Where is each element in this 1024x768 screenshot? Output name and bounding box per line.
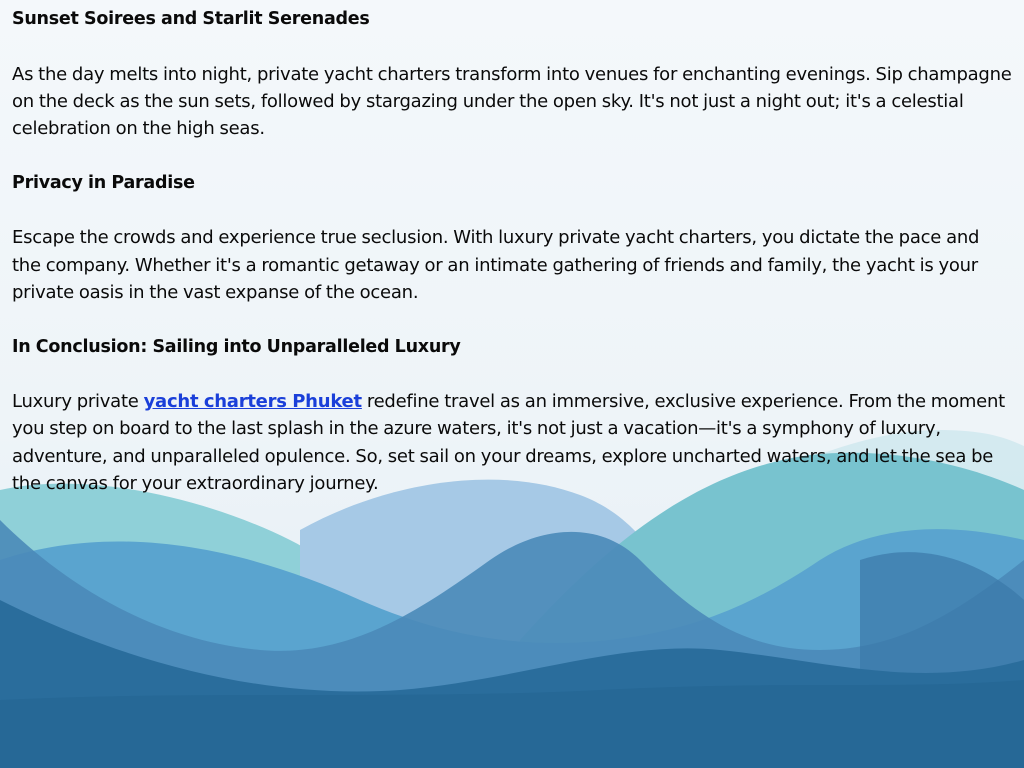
section-heading: Sunset Soirees and Starlit Serenades xyxy=(12,9,370,29)
section-paragraph: As the day melts into night, private yacht charters transform into venues for enchanting evenings. Sip champagne on the deck as the sun sets, followed by stargazing under the open sky. It's not just a night out; it's a celestial celebration on the high seas. xyxy=(12,63,1012,140)
section-heading: In Conclusion: Sailing into Unparalleled Luxury xyxy=(12,336,461,357)
conclusion-text-after-link: redefine travel as an immersive, exclusive experience. From the moment you step on board to the last splash in the azure waters, it's not just a vacation—it's a symphony of luxury, adventure, and unparalleled opulence. So, set sail on your dreams, explore uncharted waters, and let the sea be the canvas for your extraordinary journey. xyxy=(12,391,1005,495)
section-paragraph: Escape the crowds and experience true seclusion. With luxury private yacht charters, you dictate the pace and the company. Whether it's a romantic getaway or an intimate gathering of friends and family, the yacht is your private oasis in the vast expanse of the ocean. xyxy=(12,227,980,303)
yacht-charters-link[interactable]: yacht charters Phuket xyxy=(143,391,362,413)
conclusion-paragraph xyxy=(12,388,1012,497)
section-heading: Privacy in Paradise xyxy=(12,172,195,193)
conclusion-text-before-link: Luxury private xyxy=(12,391,144,413)
slide-body xyxy=(12,6,1012,497)
